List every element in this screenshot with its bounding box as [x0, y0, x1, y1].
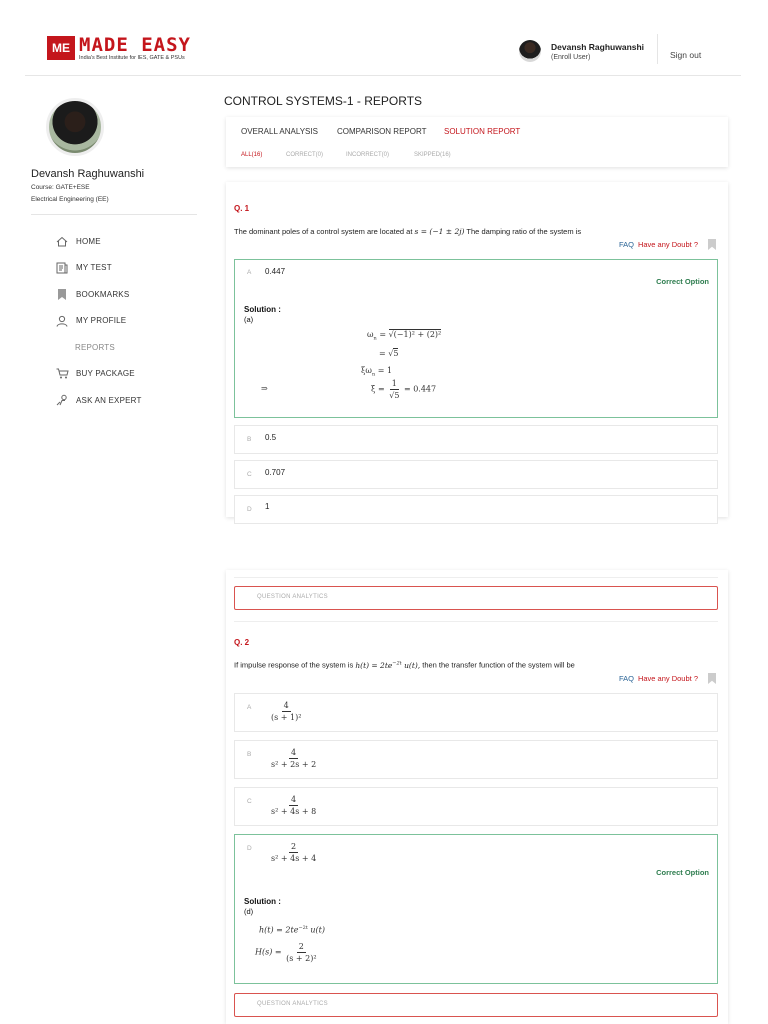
- question-card-continued: [226, 570, 728, 1024]
- sidebar-item-label: MY TEST: [76, 263, 112, 273]
- solution-line-2: H(s) = $\frac{2}{\text{(s + 2)²}}$: [255, 942, 317, 963]
- option-letter: B: [247, 751, 252, 758]
- profile-photo: [46, 98, 104, 156]
- question-number: Q. 2: [234, 638, 250, 647]
- user-icon: [55, 315, 69, 327]
- option-letter: A: [247, 269, 252, 276]
- solution-line-4-expr: ξ = $\frac{1}{√5}$ = 0.447: [371, 379, 437, 400]
- solution-line-2: = √5: [379, 349, 399, 358]
- option-value: $\frac{4}{\text{s² + 2s + 2}}$: [271, 748, 317, 769]
- filter-incorrect[interactable]: INCORRECT(0): [346, 152, 389, 158]
- solution-line-1: $h(t) = 2te^{-2t}$ u(t): [259, 925, 325, 935]
- logo-name: MADE EASY: [79, 34, 191, 56]
- solution-box: [235, 887, 717, 981]
- bookmark-icon[interactable]: [708, 239, 716, 250]
- filter-skipped[interactable]: SKIPPED(16): [414, 152, 451, 158]
- filter-all[interactable]: ALL(16): [241, 152, 263, 158]
- solution-key: (a): [244, 315, 254, 324]
- sidebar-item-my-profile[interactable]: [55, 308, 205, 335]
- option-b[interactable]: [234, 740, 718, 779]
- sidebar-item-buy-package[interactable]: [55, 361, 205, 388]
- question-card: [226, 182, 728, 517]
- test-icon: [55, 262, 69, 274]
- sidebar-item-label: BOOKMARKS: [76, 289, 130, 299]
- bookmark-icon[interactable]: [708, 673, 716, 684]
- tab-overall-analysis[interactable]: OVERALL ANALYSIS: [241, 127, 318, 136]
- question-text: The dominant poles of a control system are located at s = (−1 ± 2j) The damping ratio of the system is: [234, 227, 582, 236]
- home-icon: [55, 235, 69, 247]
- solution-heading: Solution :: [244, 305, 281, 314]
- user-menu[interactable]: [519, 40, 644, 62]
- logo-tagline: India's Best Institute for IES, GATE & PSUs: [79, 55, 185, 61]
- question-analytics-button[interactable]: QUESTION ANALYTICS: [234, 586, 718, 610]
- question-number: Q. 1: [234, 204, 250, 213]
- option-value: $\frac{4}{\text{s² + 4s + 8}}$: [271, 795, 317, 816]
- question-divider: [234, 621, 718, 622]
- expert-icon: [55, 394, 69, 406]
- option-letter: C: [247, 798, 252, 805]
- cart-icon: [55, 368, 69, 380]
- user-name: Devansh Raghuwanshi: [551, 41, 645, 52]
- solution-key: (d): [244, 907, 254, 916]
- option-value: $\frac{4}{\text{(s + 1)²}}$: [271, 701, 302, 722]
- option-d[interactable]: [234, 834, 718, 984]
- sign-out-link[interactable]: Sign out: [670, 50, 702, 60]
- doubt-link[interactable]: Have any Doubt ?: [637, 674, 698, 683]
- page-title: CONTROL SYSTEMS-1 - REPORTS: [224, 94, 423, 108]
- correct-option-label: Correct Option: [656, 277, 709, 286]
- question-math: s = (−1 ± 2j): [414, 227, 465, 236]
- option-letter: B: [247, 436, 252, 443]
- question-math: $h(t) = 2te^{-2t}$ u(t),: [355, 660, 421, 670]
- profile-branch: Electrical Engineering (EE): [31, 196, 109, 203]
- sidebar-item-ask-an-expert[interactable]: [55, 387, 205, 414]
- option-letter: A: [247, 704, 252, 711]
- option-letter: D: [247, 506, 252, 513]
- sidebar-item-label: REPORTS: [75, 342, 115, 352]
- question-help-row: [619, 673, 716, 684]
- option-value: $\frac{2}{\text{s² + 4s + 4}}$: [271, 842, 317, 863]
- solution-line-1: $\omega_n = √(-1)^2 + (2)^2$: [367, 330, 442, 342]
- solution-line-3: $\xi\omega_n = 1$: [361, 366, 393, 378]
- sidebar-item-bookmarks[interactable]: [55, 281, 205, 308]
- option-b[interactable]: [234, 425, 718, 454]
- option-value: 0.447: [265, 267, 286, 276]
- option-c[interactable]: [234, 787, 718, 826]
- option-a[interactable]: [234, 693, 718, 732]
- sidebar-item-label: MY PROFILE: [76, 316, 127, 326]
- option-letter: D: [247, 845, 252, 852]
- sidebar-item-reports[interactable]: [55, 334, 205, 361]
- faq-link[interactable]: FAQ: [618, 674, 634, 683]
- question-analytics-button[interactable]: QUESTION ANALYTICS: [234, 993, 718, 1017]
- logo-mark: ME: [47, 36, 75, 60]
- top-header: [25, 28, 741, 76]
- sidebar-item-label: BUY PACKAGE: [76, 369, 135, 379]
- sidebar-divider: [31, 214, 197, 215]
- filter-correct[interactable]: CORRECT(0): [286, 152, 323, 158]
- bookmark-icon: [55, 288, 69, 300]
- sidebar-item-my-test[interactable]: [55, 255, 205, 282]
- solution-line-4: ⇒: [261, 384, 268, 393]
- solution-heading: Solution :: [244, 897, 281, 906]
- user-role: (Enroll User): [551, 53, 591, 61]
- sidebar-item-label: ASK AN EXPERT: [76, 395, 142, 405]
- avatar: [519, 40, 541, 62]
- made-easy-logo[interactable]: [47, 36, 191, 62]
- profile-name: Devansh Raghuwanshi: [31, 168, 145, 180]
- option-d-bottom-edge: [234, 577, 718, 578]
- sidebar-nav: [55, 228, 205, 414]
- tab-solution-report[interactable]: SOLUTION REPORT: [444, 127, 521, 136]
- question-help-row: [619, 239, 716, 250]
- solution-box: [235, 298, 717, 416]
- option-d[interactable]: [234, 495, 718, 524]
- option-value: 1: [265, 502, 270, 511]
- question-text: If impulse response of the system is $h(t) = 2te^{-2t}$ u(t), then the transfer function of the system will be: [234, 660, 575, 670]
- tab-comparison-report[interactable]: COMPARISON REPORT: [337, 127, 427, 136]
- option-c[interactable]: [234, 460, 718, 489]
- sidebar-item-home[interactable]: [55, 228, 205, 255]
- option-value: 0.707: [265, 468, 286, 477]
- faq-link[interactable]: FAQ: [618, 240, 634, 249]
- sidebar-item-label: HOME: [76, 236, 101, 246]
- option-a[interactable]: [234, 259, 718, 418]
- correct-option-label: Correct Option: [656, 868, 709, 877]
- header-divider: [657, 34, 658, 64]
- profile-course: Course: GATE+ESE: [31, 184, 90, 191]
- report-tabs: [226, 117, 728, 167]
- option-letter: C: [247, 471, 252, 478]
- option-value: 0.5: [265, 433, 277, 442]
- doubt-link[interactable]: Have any Doubt ?: [637, 240, 698, 249]
